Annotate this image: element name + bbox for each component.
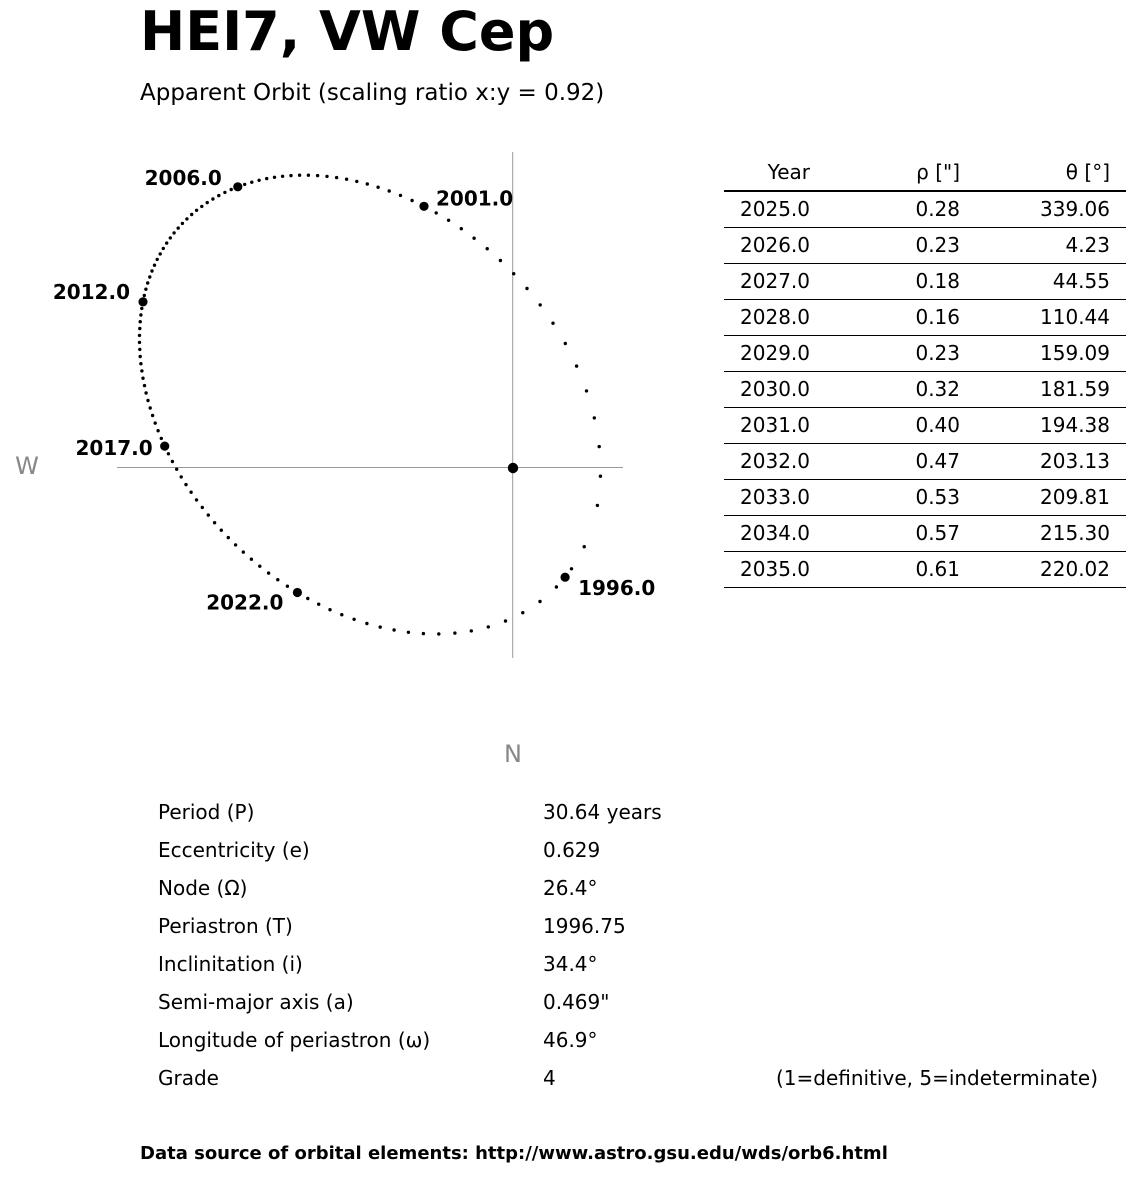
orbit-track-dot <box>521 611 524 614</box>
orbit-track-dot <box>243 183 246 186</box>
orbit-track-dot <box>213 521 216 524</box>
subtitle: Apparent Orbit (scaling ratio x:y = 0.92) <box>140 80 605 106</box>
orbit-track-dot <box>139 362 142 365</box>
orbital-element-row <box>158 945 1098 983</box>
orbit-track-dot <box>230 188 233 191</box>
orbit-track-dot <box>160 437 163 440</box>
orbit-track-dot <box>487 625 490 628</box>
epoch-label: 2001.0 <box>436 186 514 211</box>
orbit-track-dot <box>150 269 153 272</box>
orbital-element-value: 46.9° <box>543 1028 598 1052</box>
orbital-element-value: 1996.75 <box>543 914 626 938</box>
orbit-track-dot <box>355 180 358 183</box>
epoch-marker <box>293 588 302 597</box>
orbit-track-dot <box>317 603 320 606</box>
orbit-track-dot <box>392 628 395 631</box>
orbit-track-dot <box>399 194 402 197</box>
orbital-element-row <box>158 831 1098 869</box>
ephemeris-cell: 2031.0 <box>724 408 810 444</box>
orbit-track-dot <box>138 327 141 330</box>
orbit-track-dot <box>335 176 338 179</box>
orbital-element-label: Periastron (T) <box>158 914 293 938</box>
orbit-track-dot <box>583 545 586 548</box>
orbit-track-dot <box>139 320 142 323</box>
orbit-track-dot <box>340 613 343 616</box>
orbit-track-dot <box>551 322 554 325</box>
orbital-element-label: Grade <box>158 1066 219 1090</box>
orbit-track-dot <box>460 227 463 230</box>
orbit-track-dot <box>437 632 440 635</box>
ephemeris-cell: 2027.0 <box>724 264 810 300</box>
orbital-element-value: 30.64 years <box>543 800 662 824</box>
orbit-track-dot <box>171 460 174 463</box>
orbit-track-dot <box>156 429 159 432</box>
orbit-track-dot <box>316 174 319 177</box>
epoch-label: 2022.0 <box>206 590 284 615</box>
ephemeris-cell: 2026.0 <box>724 228 810 264</box>
orbit-track-dot <box>596 504 599 507</box>
epoch-marker <box>160 442 169 451</box>
ephemeris-cell: 159.09 <box>960 336 1126 372</box>
ephemeris-cell: 2030.0 <box>724 372 810 408</box>
epoch-marker <box>233 182 242 191</box>
orbit-track-dot <box>289 174 292 177</box>
orbit-track-dot <box>250 558 253 561</box>
orbit-track-dot <box>258 565 261 568</box>
orbit-track-dot <box>190 213 193 216</box>
orbit-track-dot <box>598 445 601 448</box>
ephemeris-cell: 2034.0 <box>724 516 810 552</box>
ephemeris-cell: 0.40 <box>810 408 960 444</box>
ephemeris-column-header: ρ ["] <box>810 155 960 191</box>
orbit-track-dot <box>156 258 159 261</box>
page-title: HEI7, VW Cep <box>140 0 555 63</box>
ephemeris-header-row <box>724 155 1126 191</box>
ephemeris-row <box>724 300 1126 336</box>
orbit-track-dot <box>146 399 149 402</box>
ephemeris-cell: 220.02 <box>960 552 1126 588</box>
ephemeris-cell: 44.55 <box>960 264 1126 300</box>
orbit-track-dot <box>538 600 541 603</box>
orbit-track-dot <box>345 178 348 181</box>
epoch-label: 2017.0 <box>75 436 153 461</box>
ephemeris-cell: 0.32 <box>810 372 960 408</box>
compass-west-label: W <box>15 452 39 480</box>
orbit-track-dot <box>153 264 156 267</box>
ephemeris-cell: 0.18 <box>810 264 960 300</box>
orbit-track-dot <box>140 307 143 310</box>
orbit-track-dot <box>223 191 226 194</box>
epoch-marker <box>561 573 570 582</box>
orbit-track-dot <box>207 513 210 516</box>
ephemeris-cell: 110.44 <box>960 300 1126 336</box>
orbit-track-dot <box>352 618 355 621</box>
epoch-label: 2012.0 <box>52 279 130 304</box>
orbital-element-value: 34.4° <box>543 952 598 976</box>
orbit-track-dot <box>267 571 270 574</box>
ephemeris-row <box>724 372 1126 408</box>
orbit-track-dot <box>365 622 368 625</box>
orbit-track-dot <box>407 631 410 634</box>
orbit-track-dot <box>470 629 473 632</box>
epoch-label: 1996.0 <box>578 576 656 601</box>
epoch-marker <box>138 297 147 306</box>
orbit-track-dot <box>138 334 141 337</box>
orbit-track-dot <box>525 287 528 290</box>
ephemeris-cell: 0.16 <box>810 300 960 336</box>
ephemeris-cell: 2025.0 <box>724 191 810 228</box>
orbit-track-dot <box>227 536 230 539</box>
orbit-track-dot <box>143 294 146 297</box>
orbit-track-dot <box>555 585 558 588</box>
orbit-track-dot <box>242 550 245 553</box>
orbit-track-dot <box>149 406 152 409</box>
orbit-track-dot <box>211 197 214 200</box>
orbit-track-dot <box>453 631 456 634</box>
orbit-track-dot <box>376 186 379 189</box>
orbital-element-label: Longitude of periastron (ω) <box>158 1028 431 1052</box>
orbital-element-value: 0.469" <box>543 990 610 1014</box>
ephemeris-cell: 0.57 <box>810 516 960 552</box>
ephemeris-row <box>724 228 1126 264</box>
orbit-track-dot <box>298 174 301 177</box>
primary-star-marker <box>508 463 518 473</box>
ephemeris-column-header: θ [°] <box>960 155 1126 191</box>
orbital-element-row <box>158 1021 1098 1059</box>
grade-scale-note: (1=definitive, 5=indeterminate) <box>775 1066 1098 1090</box>
orbit-track-dot <box>139 355 142 358</box>
ephemeris-row <box>724 264 1126 300</box>
orbit-track-dot <box>177 226 180 229</box>
ephemeris-cell: 0.28 <box>810 191 960 228</box>
orbit-track-dot <box>140 369 143 372</box>
orbit-track-dot <box>200 205 203 208</box>
ephemeris-cell: 4.23 <box>960 228 1126 264</box>
orbit-track-dot <box>234 543 237 546</box>
ephemeris-cell: 181.59 <box>960 372 1126 408</box>
orbit-track-dot <box>585 389 588 392</box>
orbit-plot <box>0 140 680 780</box>
orbit-track-dot <box>159 252 162 255</box>
orbit-track-dot <box>325 175 328 178</box>
orbit-track-dot <box>175 468 178 471</box>
orbit-track-dot <box>564 342 567 345</box>
ephemeris-cell: 2029.0 <box>724 336 810 372</box>
orbit-track-dot <box>539 303 542 306</box>
orbit-track-dot <box>143 384 146 387</box>
orbital-element-value: 26.4° <box>543 876 598 900</box>
ephemeris-row <box>724 336 1126 372</box>
orbital-element-row <box>158 1059 1098 1097</box>
ephemeris-cell: 0.47 <box>810 444 960 480</box>
ephemeris-cell: 2028.0 <box>724 300 810 336</box>
orbit-track-dot <box>328 608 331 611</box>
compass-north-label: N <box>504 740 522 768</box>
orbit-track-dot <box>169 236 172 239</box>
ephemeris-cell: 2032.0 <box>724 444 810 480</box>
orbit-track-dot <box>422 632 425 635</box>
data-source-note: Data source of orbital elements: http://www.astro.gsu.edu/wds/orb6.html <box>140 1143 888 1164</box>
orbital-element-value: 0.629 <box>543 838 601 862</box>
orbit-track-dot <box>499 259 502 262</box>
orbital-element-label: Eccentricity (e) <box>158 838 310 862</box>
ephemeris-row <box>724 408 1126 444</box>
orbit-track-dot <box>257 179 260 182</box>
orbit-track-dot <box>570 567 573 570</box>
orbital-elements-list <box>158 793 1098 1097</box>
orbit-track-dot <box>195 209 198 212</box>
orbit-track-dot <box>144 288 147 291</box>
orbit-track-dot <box>593 416 596 419</box>
epoch-label: 2006.0 <box>144 165 222 190</box>
orbit-track-dot <box>139 313 142 316</box>
orbit-track-dot <box>599 475 602 478</box>
ephemeris-table <box>724 155 1126 588</box>
orbit-track-dot <box>276 578 279 581</box>
orbit-track-dot <box>512 272 515 275</box>
ephemeris-cell: 2035.0 <box>724 552 810 588</box>
orbit-track-dot <box>138 341 141 344</box>
orbital-element-row <box>158 869 1098 907</box>
ephemeris-cell: 0.23 <box>810 228 960 264</box>
orbit-track-dot <box>141 377 144 380</box>
ephemeris-cell: 2033.0 <box>724 480 810 516</box>
orbital-element-label: Node (Ω) <box>158 876 248 900</box>
epoch-marker <box>419 202 428 211</box>
orbit-track-dot <box>180 475 183 478</box>
orbit-track-dot <box>165 241 168 244</box>
orbit-track-dot <box>144 391 147 394</box>
orbit-track-dot <box>148 275 151 278</box>
orbit-track-dot <box>472 237 475 240</box>
ephemeris-cell: 194.38 <box>960 408 1126 444</box>
orbit-track-dot <box>447 219 450 222</box>
orbit-track-dot <box>366 182 369 185</box>
orbit-track-dot <box>172 231 175 234</box>
ephemeris-row <box>724 191 1126 228</box>
orbit-track-dot <box>195 498 198 501</box>
orbit-track-dot <box>379 625 382 628</box>
ephemeris-cell: 203.13 <box>960 444 1126 480</box>
orbit-track-dot <box>167 452 170 455</box>
orbit-track-dot <box>162 247 165 250</box>
ephemeris-cell: 339.06 <box>960 191 1126 228</box>
orbit-track-dot <box>250 181 253 184</box>
orbit-track-dot <box>286 585 289 588</box>
orbit-track-dot <box>388 189 391 192</box>
ephemeris-cell: 0.53 <box>810 480 960 516</box>
orbit-track-dot <box>185 217 188 220</box>
orbit-track-dot <box>217 194 220 197</box>
orbital-element-label: Semi-major axis (a) <box>158 990 354 1014</box>
orbital-element-label: Period (P) <box>158 800 255 824</box>
orbit-track-dot <box>184 483 187 486</box>
orbital-element-row <box>158 907 1098 945</box>
orbit-track-dot <box>435 211 438 214</box>
ephemeris-column-header: Year <box>724 155 810 191</box>
orbit-track-dot <box>181 222 184 225</box>
orbit-track-dot <box>189 491 192 494</box>
ephemeris-cell: 0.61 <box>810 552 960 588</box>
orbit-track-dot <box>486 247 489 250</box>
orbit-track-dot <box>265 177 268 180</box>
orbit-track-dot <box>151 414 154 417</box>
orbital-element-label: Inclinitation (i) <box>158 952 303 976</box>
ephemeris-row <box>724 552 1126 588</box>
orbital-element-row <box>158 793 1098 831</box>
orbit-track-dot <box>138 348 141 351</box>
orbital-element-row <box>158 983 1098 1021</box>
orbit-track-dot <box>201 506 204 509</box>
orbit-track-dot <box>575 364 578 367</box>
orbit-track-dot <box>146 281 149 284</box>
ephemeris-cell: 0.23 <box>810 336 960 372</box>
orbital-element-value: 4 <box>543 1066 556 1090</box>
orbit-track-dot <box>273 176 276 179</box>
ephemeris-row <box>724 444 1126 480</box>
ephemeris-cell: 215.30 <box>960 516 1126 552</box>
orbit-track-dot <box>206 201 209 204</box>
orbit-track-dot <box>306 597 309 600</box>
ephemeris-cell: 209.81 <box>960 480 1126 516</box>
orbit-track-dot <box>504 619 507 622</box>
ephemeris-row <box>724 480 1126 516</box>
orbit-track-dot <box>220 529 223 532</box>
orbit-track-dot <box>307 174 310 177</box>
orbit-track-dot <box>281 175 284 178</box>
ephemeris-row <box>724 516 1126 552</box>
orbit-track-dot <box>410 199 413 202</box>
orbit-track-dot <box>154 421 157 424</box>
